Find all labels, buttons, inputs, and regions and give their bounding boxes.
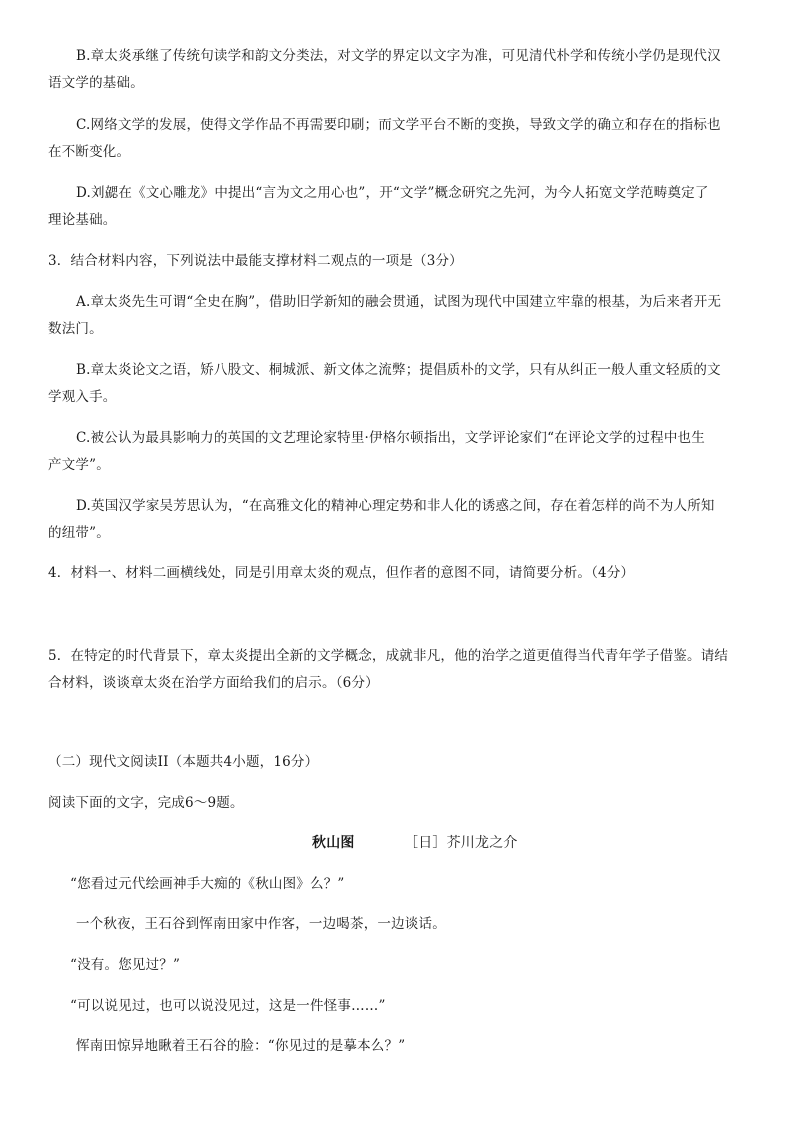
story-paragraph: 恽南田惊异地瞅着王石谷的脸：“你见过的是摹本么？” bbox=[76, 1038, 406, 1054]
option-b-line-1: B.章太炎承继了传统句读学和韵文分类法，对文学的界定以文字为准，可见清代朴学和传统小学仍是现代汉 bbox=[76, 48, 721, 64]
story-paragraph: “没有。您见过？” bbox=[70, 957, 181, 973]
option-d-line-1: D.刘勰在《文心雕龙》中提出“言为文之用心也”，开“文学”概念研究之先河，为今人拓宽文学范畴奠定了 bbox=[76, 185, 709, 201]
q3-option-c-line-2: 产文学”。 bbox=[48, 457, 110, 473]
q3-option-b-line-2: 学观入手。 bbox=[48, 389, 117, 405]
section-heading: （二）现代文阅读II（本题共4小题，16分） bbox=[48, 754, 319, 770]
option-c-line-2: 在不断变化。 bbox=[48, 144, 131, 160]
option-b-line-2: 语文学的基础。 bbox=[48, 75, 144, 91]
option-c-line-1: C.网络文学的发展，使得文学作品不再需要印刷；而文学平台不断的变换，导致文学的确立和存在的指标也 bbox=[76, 117, 721, 133]
story-title: 秋山图 bbox=[312, 835, 355, 851]
story-paragraph: 一个秋夜，王石谷到恽南田家中作客，一边喝茶，一边谈话。 bbox=[76, 916, 446, 932]
reading-instruction: 阅读下面的文字，完成6～9题。 bbox=[48, 795, 244, 811]
story-paragraph: “您看过元代绘画神手大痴的《秋山图》么？” bbox=[70, 876, 345, 892]
q3-option-a-line-2: 数法门。 bbox=[48, 321, 103, 337]
question-5-line-2: 合材料，谈谈章太炎在治学方面给我们的启示。（6分） bbox=[48, 675, 379, 691]
option-d-line-2: 理论基础。 bbox=[48, 212, 117, 228]
q3-option-c-line-1: C.被公认为最具影响力的英国的文艺理论家特里·伊格尔顿指出，文学评论家们“在评论文学的过程中也生 bbox=[76, 430, 705, 446]
q3-option-a-line-1: A.章太炎先生可谓“全史在胸”，借助旧学新知的融会贯通，试图为现代中国建立牢靠的根基，为后来者开无 bbox=[76, 294, 722, 310]
question-3: 3．结合材料内容，下列说法中最能支撑材料二观点的一项是（3分） bbox=[48, 253, 463, 269]
story-author: ［日］芥川龙之介 bbox=[404, 835, 518, 851]
q3-option-d-line-2: 的纽带”。 bbox=[48, 525, 110, 541]
q3-option-d-line-1: D.英国汉学家吴芳思认为，“在高雅文化的精神心理定势和非人化的诱惑之间，存在着怎样的尚不为人所知 bbox=[76, 498, 715, 514]
question-5-line-1: 5．在特定的时代背景下，章太炎提出全新的文学概念，成就非凡，他的治学之道更值得当代青年学子借鉴。请结 bbox=[48, 648, 729, 664]
question-4: 4．材料一、材料二画横线处，同是引用章太炎的观点，但作者的意图不同，请简要分析。（4分） bbox=[48, 565, 635, 581]
q3-option-b-line-1: B.章太炎论文之语，矫八股文、桐城派、新文体之流弊；提倡质朴的文学，只有从纠正一般人重文轻质的文 bbox=[76, 362, 721, 378]
story-paragraph: “可以说见过，也可以说没见过，这是一件怪事……” bbox=[70, 998, 386, 1014]
